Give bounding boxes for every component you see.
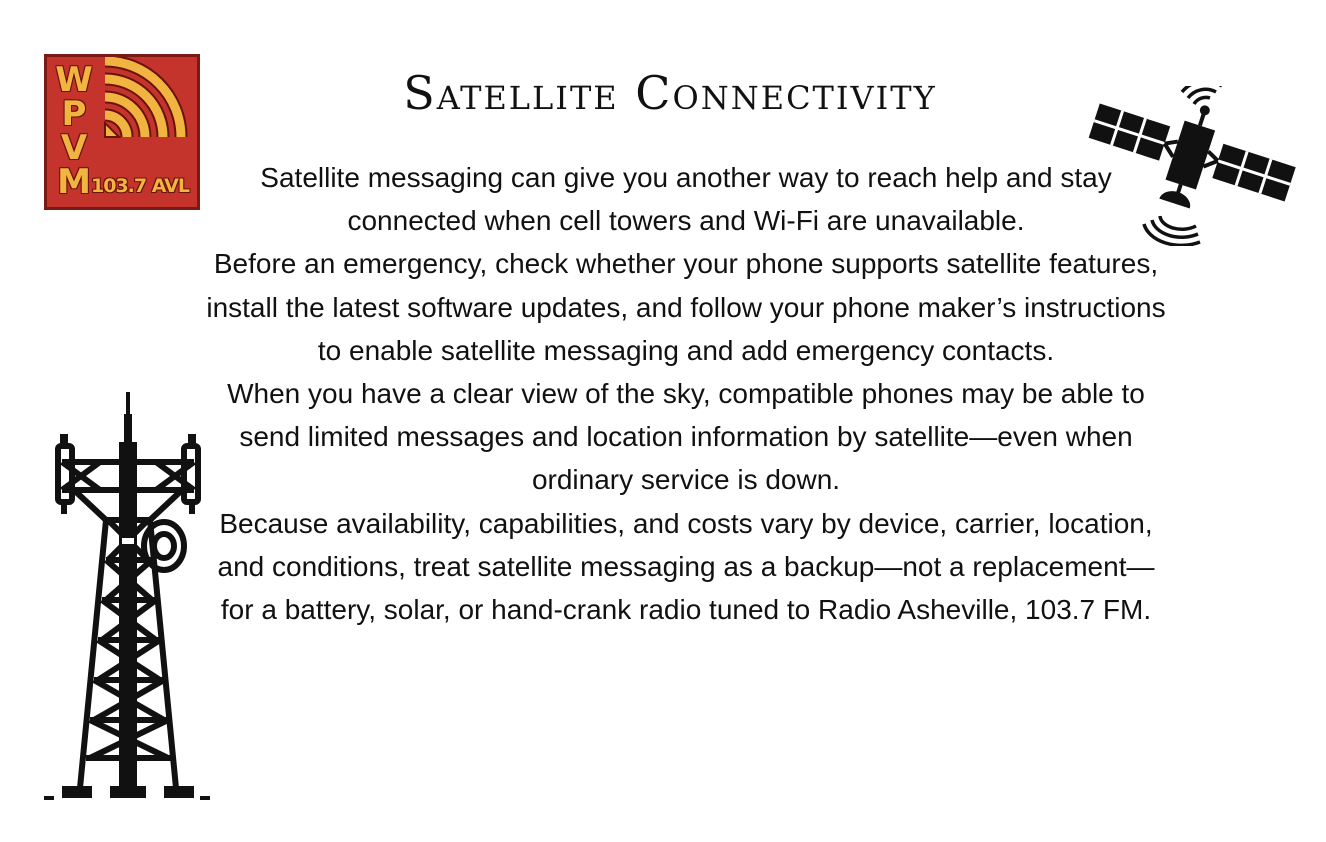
- page-title: Satellite Connectivity: [403, 66, 937, 120]
- station-logo: [44, 54, 200, 210]
- logo-letter-m: M: [57, 162, 91, 202]
- paragraph-backup: Because availability, capabilities, and costs vary by device, carrier, location, and conditions, treat satellite messaging as a backup—not a replacement—for a battery, solar, or hand-crank radio tuned to Radio Asheville, 103.7 FM.: [217, 507, 1155, 626]
- satellite-icon: [1086, 86, 1300, 246]
- logo-frequency: 103.7 AVL: [91, 175, 189, 197]
- paragraph-before-emergency: Before an emergency, check whether your phone supports satellite features, install the latest software updates, and follow your phone maker’s instructions to enable satellite messaging and add emergency contacts.: [206, 248, 1166, 366]
- article-body: [205, 156, 1167, 631]
- logo-letter-p: P: [61, 94, 87, 134]
- cell-tower-icon: [40, 390, 216, 810]
- logo-letter-v: V: [60, 128, 88, 168]
- paragraph-intro: Satellite messaging can give you another way to reach help and stay connected when cell towers and Wi-Fi are unavailable.: [260, 162, 1112, 237]
- paragraph-clear-sky: When you have a clear view of the sky, compatible phones may be able to send limited messages and location information by satellite—even when ordinary service is down.: [227, 378, 1145, 496]
- logo-letter-w: W: [55, 60, 93, 100]
